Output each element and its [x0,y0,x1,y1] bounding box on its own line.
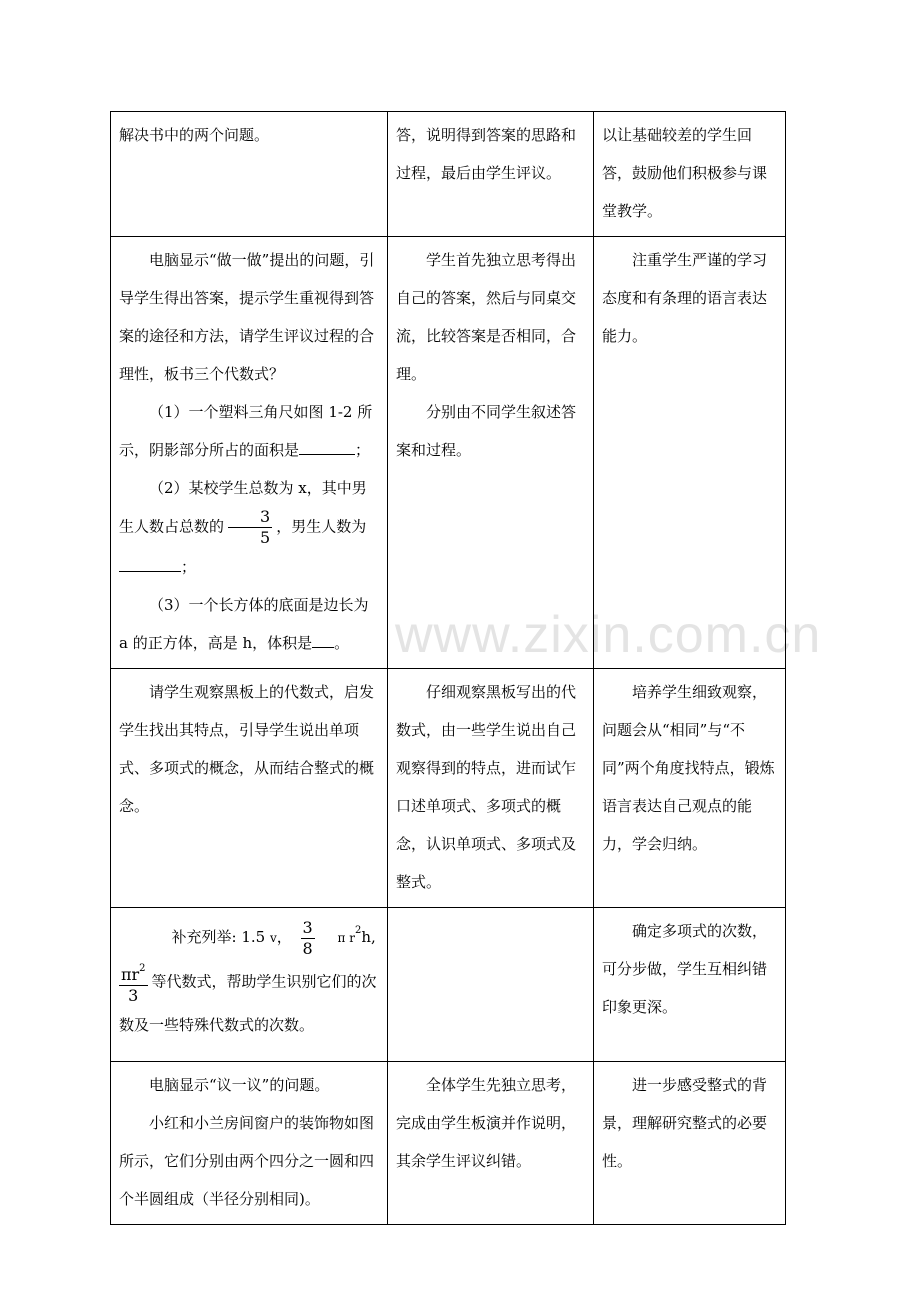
student-text: 学生首先独立思考得出自己的答案，然后与同桌交流，比较答案是否相同，合理。 [396,251,577,383]
teacher-activity-cell [111,112,388,237]
pi-r: π r [337,931,355,945]
table-row [111,908,786,1062]
intent-text: 进一步感受整式的背景，理解研究整式的必要性。 [602,1076,768,1170]
supplement-text: 等代数式，帮助学生识别它们的次数及一些特殊代数式的次数。 [119,972,377,1034]
question-3 [119,586,379,662]
supplement-continued [119,959,379,1044]
question-1-text: （1）一个塑料三角尺如图 1-2 所示，阴影部分所占的面积是 [119,403,373,459]
exponent: 2 [354,925,362,936]
design-intent-cell [594,669,786,908]
fraction-numerator: $\pi r^2$ [119,959,148,986]
intent-text: 培养学生细致观察，问题会从“相同”与“不同”两个角度找特点，锻炼语言表达自己观点的能力，学会归纳。 [602,683,775,853]
teacher-activity-cell [111,1062,388,1225]
fraction-denominator: 3 [128,985,139,1005]
teacher-text: 解决书中的两个问题。 [119,126,270,144]
teacher-text: 电脑显示“议一议”的问题。 [149,1076,330,1094]
teacher-activity-cell [111,237,388,669]
fraction-denominator: 8 [302,938,313,958]
teacher-activity-cell [111,669,388,908]
student-text: 分别由不同学生叙述答案和过程。 [396,403,577,459]
exponent: 2 [139,962,146,974]
punct: ， [276,928,292,946]
design-intent-cell [594,112,786,237]
question-2-text-b: ，男生人数为 [276,517,367,536]
design-intent-cell [594,1062,786,1225]
teacher-text: 电脑显示“做一做”提出的问题，引导学生得出答案，提示学生重视得到答案的途径和方法，请学生评议过程的合理性，板书三个代数式？ [119,251,375,383]
teacher-text: 请学生观察黑板上的代数式，启发学生找出其特点，引导学生说出单项式、多项式的概念，从而结合整式的概念。 [119,683,375,815]
intent-text: 注重学生严谨的学习态度和有条理的语言表达能力。 [602,251,768,345]
answer-blank [299,436,355,455]
student-text: 仔细观察黑板写出的代数式，由一些学生说出自己观察得到的特点，进而试乍口述单项式、多项式的概念，认识单项式、多项式及整式。 [396,683,577,891]
variable-h: h, [361,928,376,946]
watermark: www.zixin.com.cn [395,606,822,664]
fraction-numerator: 3 [302,917,313,937]
table-row [111,237,786,669]
fraction [228,507,272,548]
supplement-text: 补充列举: 1.5 [171,928,266,946]
student-activity-cell [388,237,594,669]
design-intent-cell [594,908,786,1062]
student-text: 答，说明得到答案的思路和过程，最后由学生评议。 [396,126,577,182]
table-row [111,112,786,237]
student-activity-cell [388,112,594,237]
student-activity-cell [388,908,594,1062]
table-row [111,669,786,908]
answer-blank [312,629,334,648]
fraction-denominator: 5 [260,528,271,547]
supplement-examples [119,912,379,959]
table-row [111,1062,786,1225]
intent-text: 以让基础较差的学生回答，鼓励他们积极参与课堂教学。 [602,126,768,220]
student-activity-cell [388,669,594,908]
student-activity-cell [388,1062,594,1225]
punct: ； [355,441,371,459]
student-text: 全体学生先独立思考，完成由学生板演并作说明，其余学生评议纠错。 [396,1076,577,1170]
question-1 [119,393,379,469]
question-2-text: （2）某校学生总数为 x，其中男生人数占总数的 [119,479,367,536]
fraction-numerator: 3 [228,507,272,528]
fraction [301,918,315,959]
question-3-text: （3）一个长方体的底面是边长为 a 的正方体，高是 h，体积是 [119,596,369,652]
answer-blank [119,553,181,572]
punct: ； [181,558,197,576]
variable-v: v [269,931,277,945]
teacher-text: 小红和小兰房间窗户的装饰物如图所示，它们分别由两个四分之一圆和四个半圆组成（半径分别相同)。 [119,1114,375,1208]
teacher-activity-cell [111,908,388,1062]
lesson-plan-table [110,111,786,1225]
design-intent-cell [594,237,786,669]
punct: 。 [334,634,350,652]
question-2 [119,469,379,586]
intent-text: 确定多项式的次数，可分步做，学生互相纠错印象更深。 [602,922,768,1016]
fraction [119,959,148,1006]
